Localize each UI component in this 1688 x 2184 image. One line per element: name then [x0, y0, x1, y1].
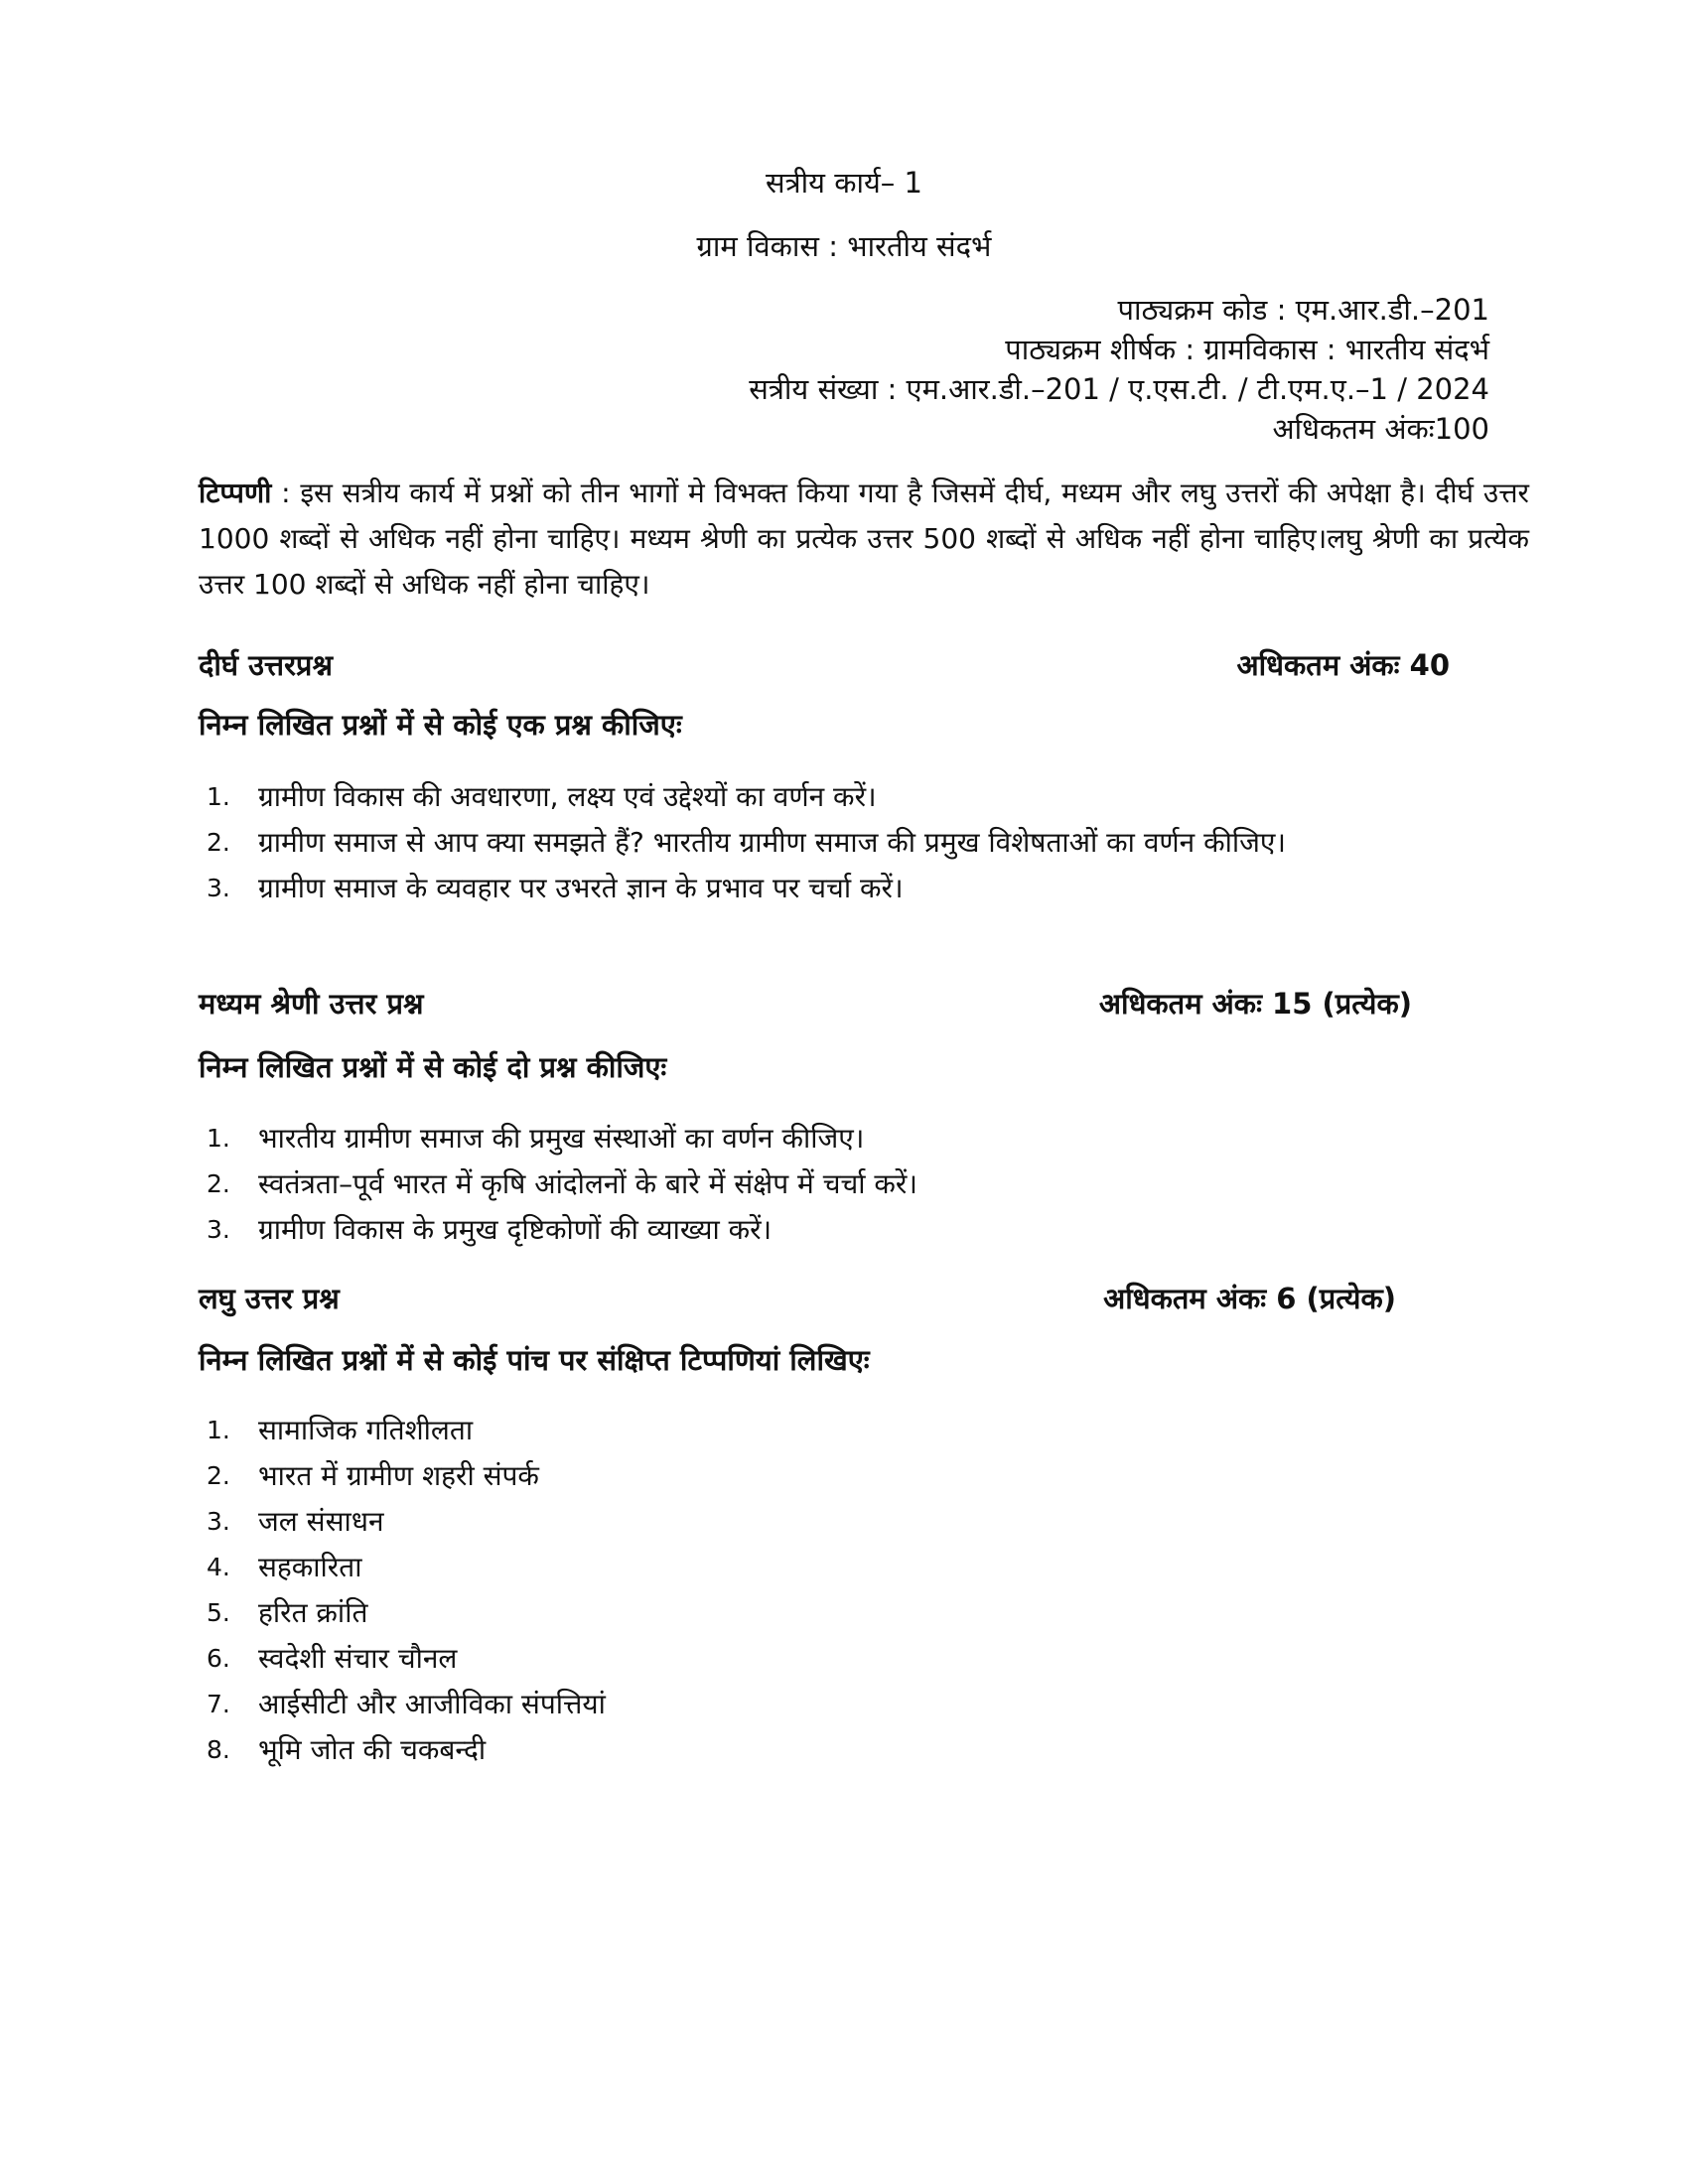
section-medium-questions: [199, 1116, 1410, 1253]
question-text: सहकारिता: [258, 1551, 362, 1583]
list-item: [199, 1636, 1410, 1682]
question-text: भारतीय ग्रामीण समाज की प्रमुख संस्थाओं का वर्णन कीजिए।: [258, 1122, 865, 1155]
question-number: 3.: [207, 874, 230, 902]
note-text: : इस सत्रीय कार्य में प्रश्नों को तीन भागों मे विभक्त किया गया है जिसमें दीर्घ, मध्यम और लघु उत्तरों की अपेक्षा है। दीर्घ उत्तर 1000 शब्दों से अधिक नहीं होना चाहिए। मध्यम श्रेणी का प्रत्येक उत्तर 500 शब्दों से अधिक नहीं होना चाहिए।लघु श्रेणी का प्रत्येक उत्तर 100 शब्दों से अधिक नहीं होना चाहिए।: [199, 477, 1529, 601]
course-title: पाठ्यक्रम शीर्षक : ग्रामविकास : भारतीय संदर्भ: [1005, 333, 1489, 366]
question-number: 3.: [207, 1215, 230, 1244]
section-medium-title: मध्यम श्रेणी उत्तर प्रश्न: [199, 987, 424, 1021]
list-item: [199, 1161, 1410, 1207]
question-number: 1.: [207, 1416, 230, 1444]
list-item: [199, 1207, 1410, 1253]
question-number: 3.: [207, 1507, 230, 1536]
question-number: 2.: [207, 828, 230, 857]
section-long-instruction: निम्न लिखित प्रश्नों में से कोई एक प्रश्न कीजिएः: [199, 708, 682, 742]
question-text: स्वतंत्रता–पूर्व भारत में कृषि आंदोलनों के बारे में संक्षेप में चर्चा करें।: [258, 1167, 917, 1200]
question-number: 4.: [207, 1553, 230, 1581]
list-item: [199, 866, 1410, 911]
section-long-marks: अधिकतम अंकः 40: [1236, 648, 1450, 682]
question-number: 7.: [207, 1690, 230, 1718]
list-item: [199, 820, 1410, 866]
question-text: सामाजिक गतिशीलता: [258, 1414, 474, 1446]
section-long-title: दीर्घ उत्तरप्रश्न: [199, 648, 333, 682]
question-number: 6.: [207, 1644, 230, 1673]
question-number: 5.: [207, 1598, 230, 1627]
question-text: ग्रामीण समाज के व्यवहार पर उभरते ज्ञान के प्रभाव पर चर्चा करें।: [258, 872, 904, 904]
section-short-instruction: निम्न लिखित प्रश्नों में से कोई पांच पर संक्षिप्त टिप्पणियां लिखिएः: [199, 1343, 870, 1377]
list-item: [199, 1408, 1410, 1453]
question-text: आईसीटी और आजीविका संपत्तियां: [258, 1688, 606, 1720]
list-item: [199, 1727, 1410, 1773]
question-number: 1.: [207, 782, 230, 811]
list-item: [199, 1499, 1410, 1545]
section-medium-instruction: निम्न लिखित प्रश्नों में से कोई दो प्रश्न कीजिएः: [199, 1050, 667, 1084]
section-short-title: लघु उत्तर प्रश्न: [199, 1282, 340, 1315]
section-medium-marks: अधिकतम अंकः 15 (प्रत्येक): [1098, 987, 1412, 1021]
note-paragraph: [199, 471, 1529, 608]
max-marks-total: अधिकतम अंकः100: [1272, 412, 1489, 446]
list-item: [199, 774, 1410, 820]
question-text: भारत में ग्रामीण शहरी संपर्क: [258, 1459, 539, 1492]
list-item: [199, 1545, 1410, 1590]
question-text: भूमि जोत की चकबन्दी: [258, 1733, 487, 1766]
list-item: [199, 1590, 1410, 1636]
list-item: [199, 1453, 1410, 1499]
question-number: 2.: [207, 1461, 230, 1490]
question-text: जल संसाधन: [258, 1505, 384, 1538]
question-text: ग्रामीण विकास की अवधारणा, लक्ष्य एवं उद्देश्यों का वर्णन करें।: [258, 780, 877, 813]
section-short-questions: [199, 1408, 1410, 1773]
assignment-title: सत्रीय कार्य– 1: [766, 166, 922, 200]
question-text: ग्रामीण विकास के प्रमुख दृष्टिकोणों की व्याख्या करें।: [258, 1213, 773, 1246]
section-short-marks: अधिकतम अंकः 6 (प्रत्येक): [1103, 1282, 1396, 1315]
course-code: पाठ्यक्रम कोड : एम.आर.डी.–201: [1117, 293, 1489, 327]
section-long-questions: [199, 774, 1410, 911]
list-item: [199, 1682, 1410, 1727]
question-number: 8.: [207, 1735, 230, 1764]
question-text: स्वदेशी संचार चौनल: [258, 1642, 458, 1675]
question-number: 1.: [207, 1124, 230, 1153]
course-subtitle: ग्राम विकास : भारतीय संदर्भ: [696, 229, 992, 263]
assignment-number: सत्रीय संख्या : एम.आर.डी.–201 / ए.एस.टी. / टी.एम.ए.–1 / 2024: [749, 372, 1489, 406]
question-text: हरित क्रांति: [258, 1596, 368, 1629]
list-item: [199, 1116, 1410, 1161]
question-number: 2.: [207, 1169, 230, 1198]
question-text: ग्रामीण समाज से आप क्या समझते हैं? भारतीय ग्रामीण समाज की प्रमुख विशेषताओं का वर्णन कीजिए।: [258, 826, 1286, 859]
note-label: टिप्पणी: [199, 477, 272, 509]
